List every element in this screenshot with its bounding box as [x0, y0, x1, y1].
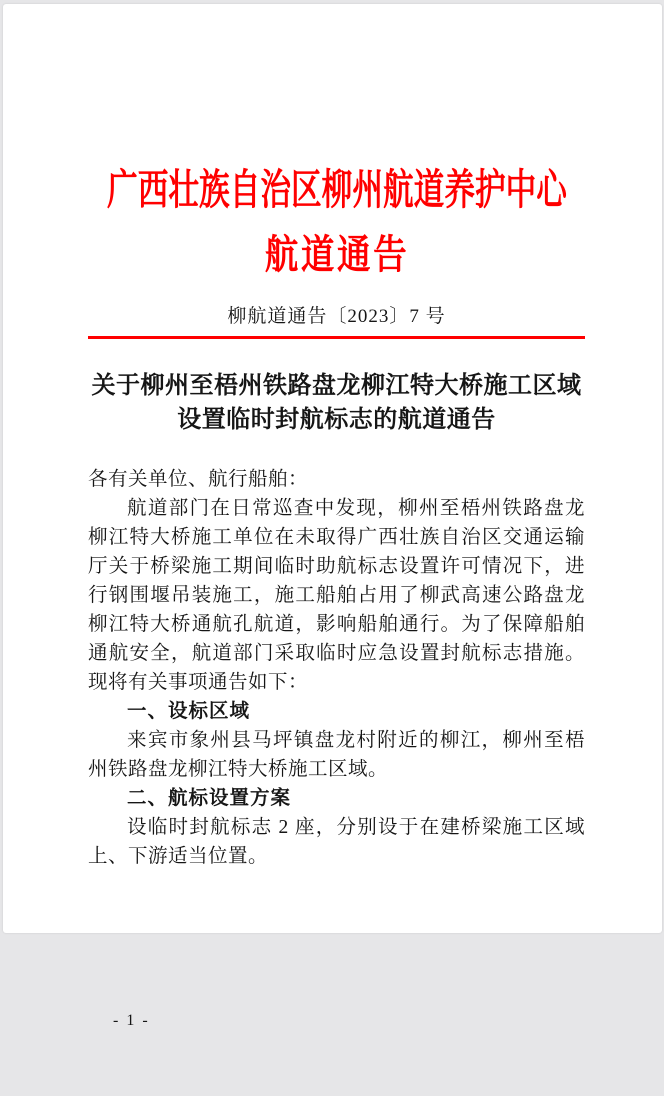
letterhead — [88, 167, 585, 215]
org-title-line2: 航道通告 — [264, 231, 408, 279]
doc-number: 柳航道通告〔2023〕7 号 — [88, 305, 585, 329]
document-content — [3, 167, 662, 1096]
section-2-heading: 二、航标设置方案 — [88, 784, 585, 813]
org-title-line1: 广西壮族自治区柳州航道养护中心 — [107, 167, 567, 215]
document-page — [3, 4, 662, 933]
subject-title — [88, 369, 585, 437]
letterhead-subtitle — [88, 231, 585, 279]
section-1-heading: 一、设标区域 — [88, 697, 585, 726]
red-separator-rule — [88, 336, 585, 339]
section-1-body: 来宾市象州县马坪镇盘龙村附近的柳江，柳州至梧州铁路盘龙柳江特大桥施工区域。 — [88, 726, 585, 784]
document-body — [88, 465, 585, 871]
section-2-body: 设临时封航标志 2 座，分别设于在建桥梁施工区域上、下游适当位置。 — [88, 813, 585, 871]
page-number: - 1 - — [113, 1012, 150, 1030]
subject-title-line1: 关于柳州至梧州铁路盘龙柳江特大桥施工区域 — [88, 369, 585, 403]
salutation: 各有关单位、航行船舶： — [88, 465, 585, 494]
intro-paragraph: 航道部门在日常巡查中发现，柳州至梧州铁路盘龙柳江特大桥施工单位在未取得广西壮族自治区交通运输厅关于桥梁施工期间临时助航标志设置许可情况下，进行钢围堰吊装施工，施工船舶占用了柳武高速公路盘龙柳江特大桥通航孔航道，影响船舶通行。为了保障船舶通航安全，航道部门采取临时应急设置封航标志措施。现将有关事项通告如下： — [88, 494, 585, 697]
subject-title-line2: 设置临时封航标志的航道通告 — [88, 403, 585, 437]
